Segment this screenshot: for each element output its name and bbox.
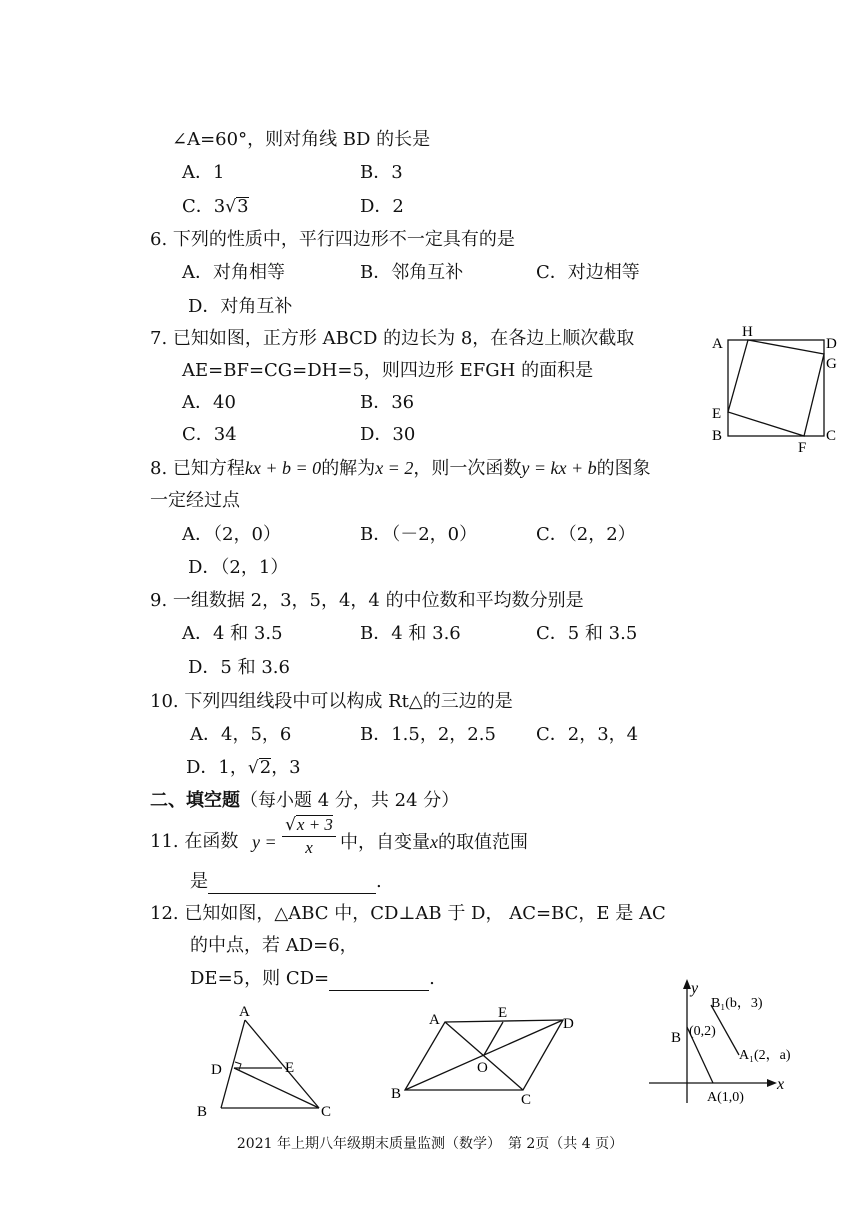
fig2-label-o: O [477, 1060, 488, 1076]
q5-option-b: B．3 [360, 162, 403, 183]
q6-option-b: B．邻角互补 [360, 262, 464, 283]
q11-answer-line: 是 . [190, 871, 382, 892]
page-footer: 2021 年上期八年级期末质量监测（数学） 第 2页（共 4 页） [236, 1136, 624, 1152]
q6-option-c: C．对边相等 [536, 262, 640, 283]
q5-stem-tail: ∠A=60°，则对角线 BD 的长是 [172, 129, 431, 150]
fig7-label-a: A [712, 336, 723, 352]
fig2-label-a: A [429, 1012, 440, 1028]
q10-option-c: C．2，3，4 [536, 724, 639, 745]
fig3-label-b-coords: (0,2) [689, 1024, 716, 1039]
q7-stem-line1: 7. 已知如图，正方形 ABCD 的边长为 8，在各边上顺次截取 [150, 328, 635, 349]
q6-option-d: D．对角互补 [188, 296, 293, 317]
q10-stem: 10. 下列四组线段中可以构成 Rt△的三边的是 [150, 691, 513, 712]
fig7-label-b: B [712, 428, 723, 444]
q9-option-c: C．5 和 3.5 [536, 623, 638, 644]
q5-option-c-radicand: 3 [237, 196, 249, 217]
fig7-label-f: F [798, 440, 807, 456]
quad-efgh [728, 340, 824, 436]
q7-option-c: C．34 [182, 424, 237, 445]
q8-option-a: A．（2，0） [182, 524, 281, 545]
section-2-title: 二、填空题 [150, 790, 240, 811]
q9-option-a: A．4 和 3.5 [182, 623, 283, 644]
q8-option-b: B．（－2，0） [360, 524, 478, 545]
q5-option-c: C．3√3 [182, 196, 249, 217]
q6-option-a: A．对角相等 [182, 262, 285, 283]
fig7-label-h: H [742, 324, 753, 340]
q11-prefix: 11. 在函数 [150, 831, 239, 852]
q9-option-d: D．5 和 3.6 [188, 657, 290, 678]
q5-option-d: D．2 [360, 196, 404, 217]
fig3-label-x: x [777, 1076, 785, 1093]
fig2-label-d: D [563, 1016, 574, 1032]
fig2-label-b: B [391, 1086, 402, 1102]
q11-stem-suffix: 中，自变量x的取值范围 [340, 832, 528, 853]
q8-stem-line2: 一定经过点 [150, 490, 240, 511]
fig3-label-y: y [691, 980, 699, 997]
fig1-label-c: C [321, 1104, 332, 1120]
q8-equation-2: x = 2 [375, 458, 414, 478]
q8-option-d: D．（2，1） [188, 557, 289, 578]
q12-parallelogram-figure [385, 1000, 585, 1110]
q11-numerator: x + 3 [296, 815, 333, 834]
fig1-label-b: B [197, 1104, 208, 1120]
q5-option-a: A．1 [182, 162, 225, 183]
fig7-label-g: G [826, 356, 837, 372]
fig3-label-a: A(1,0) [707, 1090, 744, 1105]
q8-equation-3: y = kx + b [521, 458, 597, 478]
q10-option-b: B．1.5，2，2.5 [360, 724, 496, 745]
q7-option-b: B．36 [360, 392, 415, 413]
q9-stem: 9. 一组数据 2，3，5，4，4 的中位数和平均数分别是 [150, 590, 584, 611]
section-2-note: （每小题 4 分，共 24 分） [240, 790, 460, 811]
fig2-label-c: C [521, 1092, 532, 1108]
fig1-label-e: E [285, 1060, 295, 1076]
square-abcd [728, 340, 824, 436]
section-2-heading [150, 789, 459, 813]
q9-option-b: B．4 和 3.6 [360, 623, 461, 644]
fig3-label-a1: A₁(2，a) [739, 1048, 791, 1063]
q6-stem: 6. 下列的性质中，平行四边形不一定具有的是 [150, 229, 515, 250]
q11-function-lhs: y = [252, 832, 277, 852]
q12-stem-line2: 的中点，若 AD=6， [190, 935, 358, 956]
fig2-label-e: E [498, 1005, 508, 1021]
fig7-label-c: C [826, 428, 837, 444]
fig3-label-b1: B₁(b，3) [711, 996, 763, 1011]
q8-option-c: C．（2，2） [536, 524, 636, 545]
fig7-label-e: E [712, 406, 722, 422]
q11-fraction: √x + 3 x [282, 814, 336, 859]
q12-stem-line1: 12. 已知如图，△ABC 中，CD⊥AB 于 D， AC=BC，E 是 AC [150, 903, 666, 924]
q7-option-d: D．30 [360, 424, 416, 445]
fig1-label-a: A [239, 1004, 250, 1020]
fig3-label-b: B [671, 1030, 682, 1046]
q7-stem-line2: AE=BF=CG=DH=5，则四边形 EFGH 的面积是 [182, 360, 594, 381]
q11-answer-blank[interactable] [208, 873, 376, 894]
q7-square-figure [700, 318, 850, 458]
fig1-label-d: D [211, 1062, 222, 1078]
q12-coordinate-figure [645, 975, 805, 1110]
q10-option-d-radicand: 2 [259, 757, 272, 778]
fig7-label-d: D [826, 336, 837, 352]
q12-triangle-figure [185, 1002, 345, 1127]
q11-denominator: x [305, 838, 313, 857]
q8-equation-1: kx + b = 0 [244, 458, 322, 478]
q10-option-a: A．4，5，6 [190, 724, 292, 745]
q12-answer-line: DE=5，则 CD= . [190, 968, 435, 989]
q12-answer-blank[interactable] [329, 970, 429, 991]
q7-option-a: A．40 [182, 392, 236, 413]
q10-option-d: D．1，√2，3 [186, 757, 301, 778]
q8-stem-line1: 8. 已知方程kx + b = 0的解为x = 2，则一次函数y = kx + b的图象 [150, 458, 651, 479]
